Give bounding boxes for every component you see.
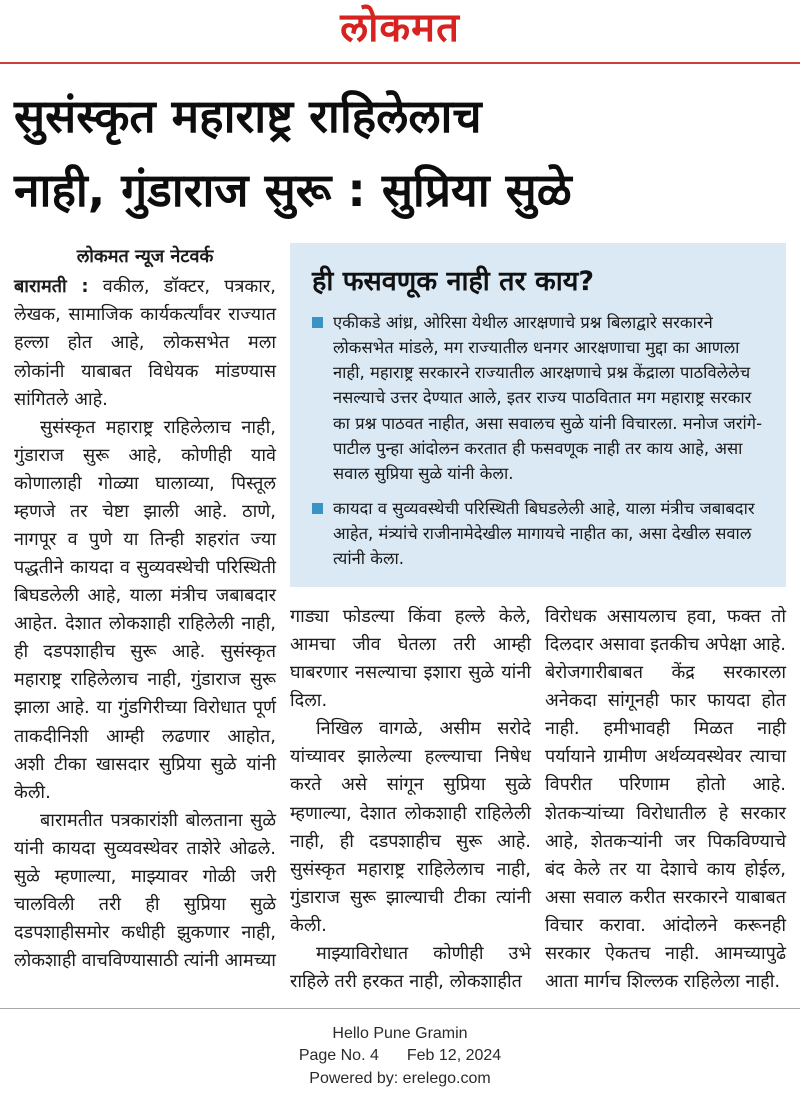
bullet-text: एकीकडे आंध्र, ओरिसा येथील आरक्षणाचे प्रश्न बिलाद्वारे सरकारने लोकसभेत मांडले, मग राज्यातील धनगर आरक्षणाचा मुद्दा का आणला नाही, महाराष्ट्र सरकारने राज्यातील आरक्षणाचे प्रश्न केंद्राला पाठविलेलेच नसल्याचे उत्तर देण्यात आले, इतर राज्य पाठवितात मग महाराष्ट्र सरकार का प्रश्न पाठवत नाहीत, असा सवालच सुळे यांनी विचारला. मनोज जरांगे-पाटील पुन्हा आंदोलन करतात ही फसवणूक नाही तर काय आहे, असा सवाल सुप्रिया सुळे यांनी केला.: [333, 313, 763, 483]
paragraph: निखिल वागळे, असीम सरोदे यांच्यावर झालेल्या हल्ल्याचा निषेध करते असे सांगून सुप्रिया सुळे म्हणाल्या, देशात लोकशाही राहिलेली नाही, ही दडपशाहीच सुरू आहे. सुसंस्कृत महाराष्ट्र राहिलेलाच नाही, गुंडाराज सुरू झाल्याची टीका त्यांनी केली.: [290, 718, 531, 936]
highlight-box: [290, 243, 786, 587]
paragraph: माझ्याविरोधात कोणीही उभे राहिले तरी हरकत नाही, लोकशाहीत: [290, 942, 531, 992]
lokmat-logo: लोकमत: [340, 5, 460, 51]
square-bullet-icon: [312, 317, 323, 328]
right-region: [290, 243, 786, 996]
footer-powered-by: Powered by: erelego.com: [309, 1069, 491, 1087]
bullet-point: [312, 310, 766, 486]
lead-paragraph: [14, 273, 276, 413]
dateline: बारामती :: [14, 276, 89, 298]
bullet-point: [312, 496, 766, 571]
highlight-box-heading: ही फसवणूक नाही तर काय?: [312, 266, 595, 298]
paragraph: विरोधक असायलाच हवा, फक्त तो दिलदार असावा इतकीच अपेक्षा आहे. बेरोजगारीबाबत केंद्र सरकारला अनेकदा सांगूनही फार फायदा होत नाही. हमीभावही मिळत नाही पर्यायाने ग्रामीण अर्थव्यवस्थेवर त्याचा विपरीत परिणाम होतो आहे. शेतकऱ्यांच्या विरोधातील हे सरकार आहे, शेतकऱ्यांनी जर पिकविण्याचे बंद केले तर या देशाचे काय होईल, असा सवाल करीत सरकारने याबाबत विचार करावा. आंदोलने करूनही सरकार ऐकतच नाही. आमच्यापुढे आता मार्गच शिल्लक राहिलेला नाही.: [545, 605, 786, 992]
article-body: [0, 233, 800, 996]
paragraph: बारामतीत पत्रकारांशी बोलताना सुळे यांनी कायदा सुव्यवस्थेवर ताशेरे ओढले. सुळे म्हणाल्या, माझ्यावर गोळी जरी चालविली तरी ही सुप्रिया सुळे दडपशाहीसमोर कधीही झुकणार नाही, लोकशाही वाचविण्यासाठी त्यांनी आमच्या: [14, 809, 276, 972]
footer-date: Feb 12, 2024: [406, 1047, 502, 1065]
lead-text: वकील, डॉक्टर, पत्रकार, लेखक, सामाजिक कार्यकर्त्यांवर राज्यात हल्ला होत आहे, लोकसभेत मला लोकांनी याबाबत विधेयक मांडण्यास सांगितले आहे.: [14, 276, 277, 410]
right-column: [545, 603, 786, 996]
footer-page-date: [0, 1045, 800, 1067]
bottom-columns: [290, 603, 786, 996]
article-headline: [0, 64, 800, 233]
square-bullet-icon: [312, 503, 323, 514]
left-column: [14, 243, 276, 975]
headline-line2: नाही, गुंडाराज सुरू : सुप्रिया सुळे: [14, 162, 572, 217]
footer-publication: Hello Pune Gramin: [332, 1025, 468, 1043]
masthead: [0, 0, 800, 50]
headline-line1: सुसंस्कृत महाराष्ट्र राहिलेलाच: [14, 89, 482, 143]
middle-column: [290, 603, 531, 996]
bullet-text: कायदा व सुव्यवस्थेची परिस्थिती बिघडलेली आहे, याला मंत्रीच जबाबदार आहेत, मंत्र्यांचे राजीनामेदेखील मागायचे नाहीत का, असा देखील सवाल त्यांनी केला.: [333, 498, 755, 568]
page-footer: [0, 1008, 800, 1100]
paragraph: गाड्या फोडल्या किंवा हल्ले केले, आमचा जीव घेतला तरी आम्ही घाबरणार नसल्याचा इशारा सुळे यांनी दिला.: [290, 605, 531, 712]
footer-page-number: Page No. 4: [298, 1047, 379, 1065]
paragraph: सुसंस्कृत महाराष्ट्र राहिलेलाच नाही, गुंडाराज सुरू आहे, कोणीही यावे कोणालाही गोळ्या घालाव्या, पिस्तूल म्हणजे तर चेष्टा झाली आहे. ठाणे, नागपूर व पुणे या तिन्ही शहरांत ज्या पद्धतीने कायदा व सुव्यवस्थेची परिस्थिती बिघडलेली आहे, याला मंत्रीच जबाबदार आहेत. देशात लोकशाही राहिलेली नाही, ही दडपशाहीच सुरू आहे. सुसंस्कृत महाराष्ट्र राहिलेलाच नाही, गुंडाराज सुरू झाला आहे. या गुंडगिरीच्या विरोधात पूर्ण ताकदीनिशी आम्ही लढणार आहोत, अशी टीका खासदार सुप्रिया सुळे यांनी केली.: [14, 416, 276, 803]
byline: लोकमत न्यूज नेटवर्क: [76, 246, 214, 268]
